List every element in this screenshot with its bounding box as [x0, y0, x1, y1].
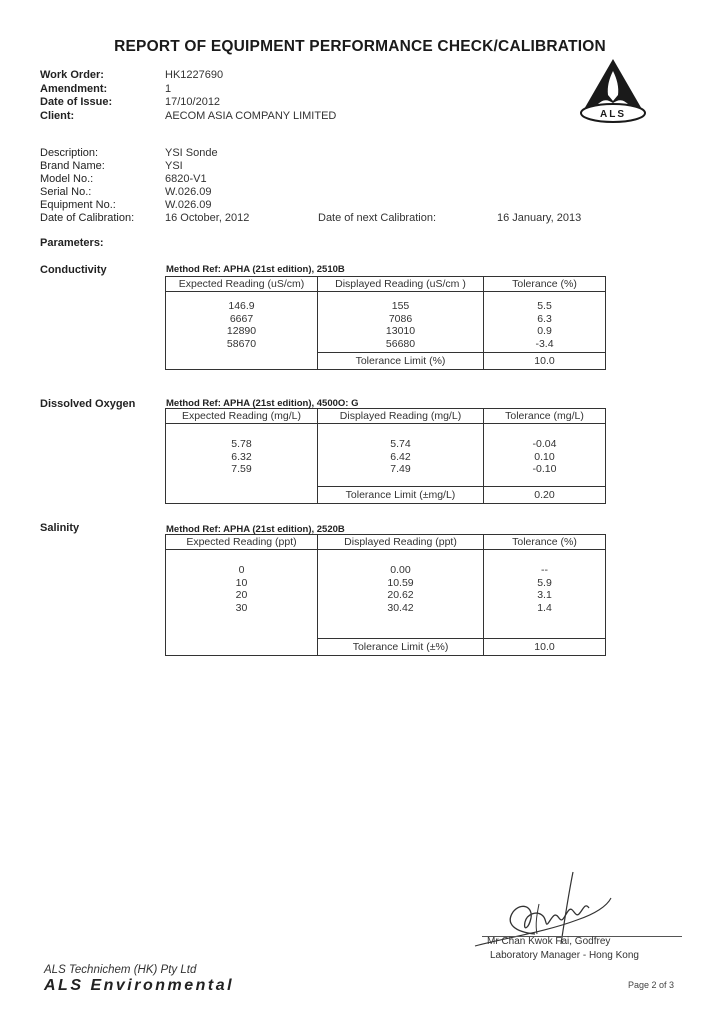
table-cell: 155 — [391, 300, 410, 312]
table-cell: -3.4 — [535, 337, 554, 350]
table-cell: 6.3 — [537, 312, 552, 325]
table-cell: 0.10 — [534, 450, 555, 463]
col-header: Displayed Reading (ppt) — [318, 535, 484, 550]
expected-readings-cell — [166, 292, 318, 370]
serial-label: Serial No.: — [40, 186, 92, 198]
dissolved-oxygen-label: Dissolved Oxygen — [40, 398, 136, 410]
salinity-table — [165, 534, 606, 656]
col-header: Displayed Reading (mg/L) — [318, 409, 484, 424]
table-cell: -0.04 — [532, 438, 557, 450]
table-cell: 5.74 — [390, 438, 411, 450]
work-order-label: Work Order: — [40, 69, 104, 81]
tolerance-limit-value: 0.20 — [484, 487, 606, 504]
expected-readings-cell — [166, 550, 318, 656]
table-cell: 6.32 — [231, 450, 252, 463]
next-calibration-value: 16 January, 2013 — [497, 212, 582, 224]
table-cell: 0 — [238, 564, 245, 576]
table-cell: -- — [541, 564, 548, 576]
table-cell: 5.9 — [537, 576, 552, 589]
dissolved-oxygen-method: Method Ref: APHA (21st edition), 4500O: G — [166, 398, 359, 409]
date-of-calibration-label: Date of Calibration: — [40, 212, 135, 224]
brand-value: YSI — [165, 160, 183, 172]
conductivity-label: Conductivity — [40, 264, 107, 276]
col-header: Tolerance (mg/L) — [484, 409, 606, 424]
description-label: Description: — [40, 147, 99, 159]
displayed-readings-cell — [318, 292, 484, 353]
tolerance-limit-label: Tolerance Limit (%) — [318, 353, 484, 370]
als-logo — [577, 57, 649, 130]
col-header: Expected Reading (mg/L) — [166, 409, 318, 424]
table-cell: 0.00 — [390, 564, 411, 576]
table-cell: 7086 — [388, 312, 413, 325]
table-cell: 0.9 — [537, 325, 552, 337]
tolerance-cell — [484, 424, 606, 487]
salinity-label: Salinity — [40, 522, 80, 534]
table-cell: 58670 — [226, 337, 257, 350]
col-header: Tolerance (%) — [484, 535, 606, 550]
report-title: REPORT OF EQUIPMENT PERFORMANCE CHECK/CALIBRATION — [114, 38, 606, 55]
tolerance-limit-label: Tolerance Limit (±%) — [318, 639, 484, 656]
description-value: YSI Sonde — [165, 147, 218, 159]
displayed-readings-cell — [318, 550, 484, 639]
col-header: Expected Reading (ppt) — [166, 535, 318, 550]
table-cell: 6667 — [229, 312, 254, 325]
serial-value: W.026.09 — [165, 186, 212, 198]
table-cell: 5.5 — [537, 300, 552, 312]
signatory-role: Laboratory Manager - Hong Kong — [490, 950, 639, 961]
company-brand: ALS Environmental — [44, 977, 235, 994]
table-cell: 10.59 — [387, 576, 414, 589]
table-cell: 13010 — [385, 325, 416, 337]
table-cell: 7.49 — [390, 463, 411, 475]
expected-readings-cell — [166, 424, 318, 504]
als-logo-graphic — [577, 57, 649, 125]
table-cell: 3.1 — [537, 589, 552, 601]
table-cell: 20 — [235, 589, 248, 601]
tolerance-limit-value: 10.0 — [484, 353, 606, 370]
col-header: Tolerance (%) — [484, 277, 606, 292]
tolerance-limit-value: 10.0 — [484, 639, 606, 656]
client-value: AECOM ASIA COMPANY LIMITED — [165, 110, 337, 122]
salinity-method: Method Ref: APHA (21st edition), 2520B — [166, 524, 345, 535]
page-number: Page 2 of 3 — [628, 980, 675, 990]
model-label: Model No.: — [40, 173, 94, 185]
table-cell: 7.59 — [231, 463, 252, 475]
dissolved-oxygen-table — [165, 408, 606, 504]
model-value: 6820-V1 — [165, 173, 207, 185]
brand-label: Brand Name: — [40, 160, 105, 172]
displayed-readings-cell — [318, 424, 484, 487]
conductivity-table — [165, 276, 606, 370]
company-name: ALS Technichem (HK) Pty Ltd — [44, 964, 197, 976]
table-cell: 1.4 — [537, 601, 552, 614]
table-cell: 56680 — [385, 337, 416, 350]
conductivity-method: Method Ref: APHA (21st edition), 2510B — [166, 264, 345, 275]
table-cell: 12890 — [226, 325, 257, 337]
equipment-no-value: W.026.09 — [165, 199, 212, 211]
tolerance-cell — [484, 292, 606, 353]
amendment-label: Amendment: — [40, 83, 108, 95]
table-cell: 10 — [235, 576, 248, 589]
date-of-issue-value: 17/10/2012 — [165, 96, 221, 108]
tolerance-limit-label: Tolerance Limit (±mg/L) — [318, 487, 484, 504]
work-order-value: HK1227690 — [165, 69, 224, 81]
equipment-no-label: Equipment No.: — [40, 199, 116, 211]
parameters-label: Parameters: — [40, 237, 104, 249]
date-of-issue-label: Date of Issue: — [40, 96, 113, 108]
table-cell: -0.10 — [532, 463, 557, 475]
col-header: Displayed Reading (uS/cm ) — [318, 277, 484, 292]
table-cell: 6.42 — [390, 450, 411, 463]
table-cell: 30 — [235, 601, 248, 614]
amendment-value: 1 — [165, 83, 172, 95]
table-cell: 146.9 — [228, 300, 255, 312]
date-of-calibration-value: 16 October, 2012 — [165, 212, 250, 224]
col-header: Expected Reading (uS/cm) — [166, 277, 318, 292]
signatory-name: Mr Chan Kwok Fai, Godfrey — [487, 936, 611, 947]
table-cell: 30.42 — [387, 601, 414, 614]
table-cell: 20.62 — [387, 589, 414, 601]
logo-text: ALS — [600, 109, 626, 120]
table-cell: 5.78 — [231, 438, 252, 450]
client-label: Client: — [40, 110, 75, 122]
tolerance-cell — [484, 550, 606, 639]
next-calibration-label: Date of next Calibration: — [318, 212, 437, 224]
